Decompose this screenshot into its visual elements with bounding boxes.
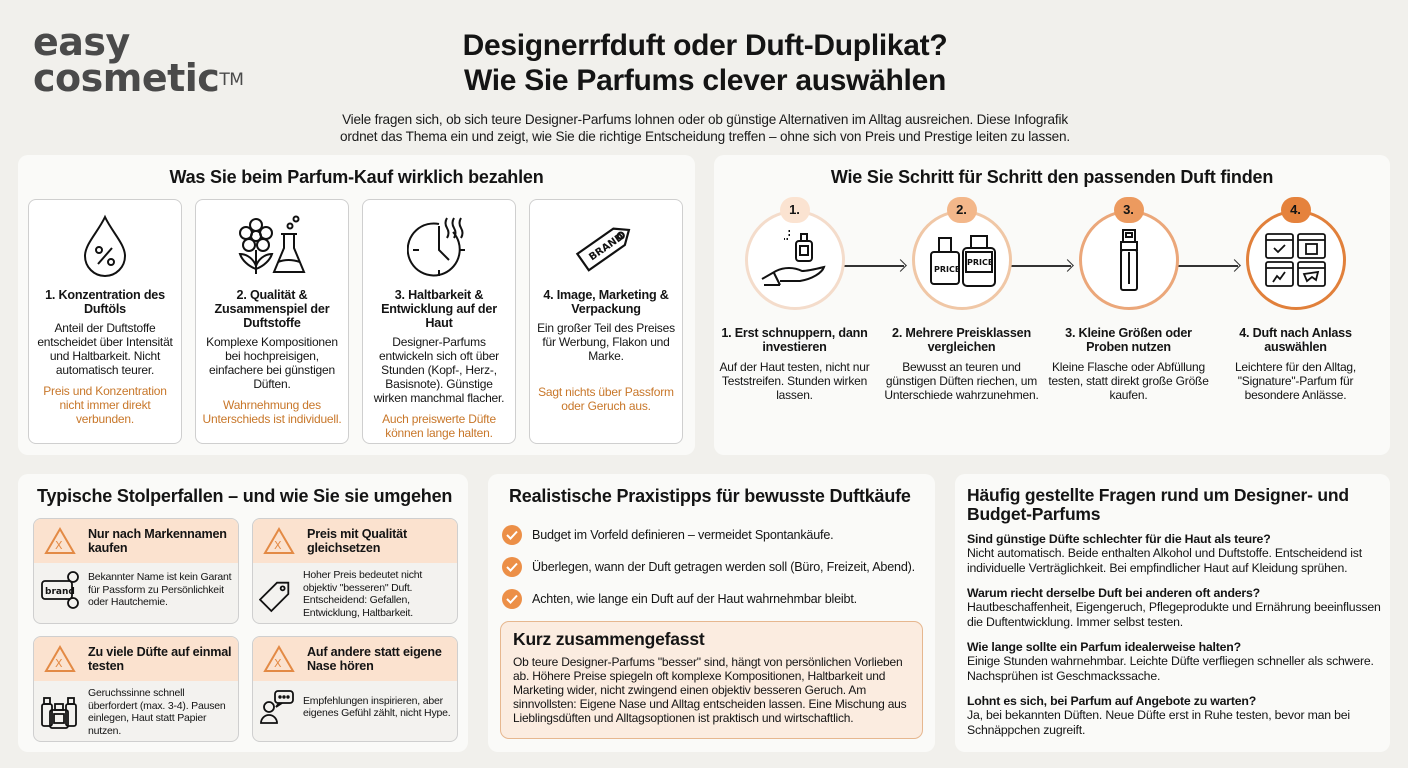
clock-scent-icon [369, 208, 509, 284]
summary-text: Ob teure Designer-Parfums "besser" sind, hängt von persönlichen Vorlieben ab. Höhere Preise spiegeln oft komplexe Kompositionen, Haltbarkeit und Marketing wider, nicht zwingend einen objektiv besseren Geruch. Am sinnvollsten: Eigene Nase und Alltag entscheiden lassen. Eine Mischung aus Lieblingsdüften und Alltagsoptionen ist praktisch und wirtschaftlich. [513, 655, 907, 725]
card-title: 1. Konzentration des Duftöls [45, 288, 165, 316]
page-title [330, 28, 1080, 98]
pitfalls-section [18, 474, 468, 752]
tips-section-title: Realistische Praxistipps für bewusste Duftkäufe [509, 486, 911, 506]
pitfall-title: Nur nach Markennamen kaufen [88, 527, 227, 555]
step-title: 2. Mehrere Preisklassen vergleichen [892, 326, 1031, 354]
tip-item [502, 519, 915, 551]
title-line-2: Wie Sie Parfums clever auswählen [463, 64, 947, 97]
faq-section-title: Häufig gestellte Fragen rund um Designer- und Budget-Parfums [967, 485, 1349, 524]
card-desc: Anteil der Duftstoffe entscheidet über Intensität und Haltbarkeit. Nicht automatisch teurer. [37, 321, 173, 377]
svg-text:X: X [274, 657, 282, 670]
pitfall-desc: Bekannter Name ist kein Garant für Passform zu Persönlichkeit oder Hautchemie. [88, 571, 232, 609]
calendar-occasions-icon [1264, 230, 1328, 290]
brand-logo [33, 20, 244, 100]
faq-item [967, 532, 1385, 575]
step-item [1213, 202, 1378, 402]
sample-vial-icon [1117, 228, 1141, 292]
faq-answer: Einige Stunden wahrnehmbar. Leichte Düfte verfliegen schneller als schwere. Nachsprühen ist Geschmackssache. [967, 654, 1374, 683]
steps-section-title: Wie Sie Schritt für Schritt den passenden Duft finden [830, 167, 1274, 187]
pitfall-desc: Empfehlungen inspirieren, aber eigenes Gefühl zählt, nicht Hype. [303, 694, 451, 719]
step-desc: Auf der Haut testen, nicht nur Teststreifen. Stunden wirken lassen. [719, 360, 870, 402]
faq-answer: Nicht automatisch. Beide enthalten Alkohol und Duftstoffe. Entscheidend ist individuelle Verträglichkeit. Bei empfindlicher Haut auf Kleidung sprühen. [967, 546, 1362, 575]
faq-answer: Hautbeschaffenheit, Eigengeruch, Pflegeprodukte und Ernährung beeinflussen die Duftentwicklung. Immer selbst testen. [967, 600, 1381, 629]
step-title: 3. Kleine Größen oder Proben nutzen [1065, 326, 1192, 354]
pitfall-desc: Geruchssinne schnell überfordert (max. 3-4). Pausen einlegen, Haut statt Papier nutzen. [88, 687, 226, 737]
step-desc: Kleine Flasche oder Abfüllung testen, statt direkt große Größe kaufen. [1048, 360, 1209, 402]
pitfall-desc: Hoher Preis bedeutet nicht objektiv "besseren" Duft. Entscheidend: Gefallen, Entwicklung, Haltbarkeit. [303, 569, 423, 619]
warning-icon [44, 527, 76, 555]
step-desc: Bewusst an teuren und günstigen Düften riechen, um Unterschiede wahrzunehmen. [884, 360, 1039, 402]
step-item [712, 202, 877, 402]
many-bottles-icon [40, 692, 80, 732]
faq-question: Sind günstige Düfte schlechter für die Haut als teure? [967, 532, 1271, 546]
cost-section-title: Was Sie beim Parfum-Kauf wirklich bezahlen [169, 167, 544, 187]
step-badge: 2. [947, 197, 977, 223]
tips-section [488, 474, 935, 752]
checkmark-icon [502, 525, 522, 545]
cost-card [195, 199, 349, 444]
brand-name-line2: cosmetic [33, 56, 220, 100]
pitfall-title: Auf andere statt eigene Nase hören [307, 645, 442, 673]
checkmark-icon [502, 589, 522, 609]
card-title: 2. Qualität & Zusammenspiel der Duftstoffe [214, 288, 330, 330]
title-line-1: Designerrfduft oder Duft-Duplikat? [462, 29, 948, 62]
pitfall-card [33, 636, 239, 742]
spray-hand-icon [760, 229, 830, 291]
page-header [330, 28, 1080, 145]
cost-card [362, 199, 516, 444]
step-item [1046, 202, 1211, 402]
svg-text:X: X [55, 657, 63, 670]
warning-icon [263, 527, 295, 555]
tip-text: Achten, wie lange ein Duft auf der Haut wahrnehmbar bleibt. [532, 592, 857, 606]
card-desc: Ein großer Teil des Preises für Werbung, Flakon und Marke. [537, 321, 675, 363]
tip-item [502, 551, 915, 583]
step-title: 1. Erst schnuppern, dann investieren [721, 326, 868, 354]
card-desc: Designer-Parfums entwickeln sich oft über Stunden (Kopf-, Herz-, Basisnote). Günstige wirken manchmal flacher. [373, 335, 505, 405]
pitfall-card [33, 518, 239, 624]
pitfall-title: Zu viele Düfte auf einmal testen [88, 645, 232, 673]
faq-section [955, 474, 1390, 752]
step-badge: 4. [1281, 197, 1311, 223]
steps-section [714, 155, 1390, 455]
tip-text: Überlegen, wann der Duft getragen werden soll (Büro, Freizeit, Abend). [532, 560, 915, 574]
faq-question: Wie lange sollte ein Parfum idealerweise halten? [967, 640, 1241, 654]
intro-text [330, 111, 1080, 145]
step-badge: 1. [780, 197, 810, 223]
card-note: Sagt nichts über Passform oder Geruch aus. [538, 385, 674, 413]
checkmark-icon [502, 557, 522, 577]
cost-section [18, 155, 695, 455]
brand-label-icon [40, 569, 80, 611]
summary-title: Kurz zusammengefasst [513, 629, 705, 649]
card-desc: Komplexe Kompositionen bei hochpreisigen, einfachere bei günstigen Düften. [206, 335, 338, 391]
faq-answer: Ja, bei bekannten Düften. Neue Düfte erst in Ruhe testen, bevor man bei Schnäppchen zugreift. [967, 708, 1350, 737]
warning-icon [44, 645, 76, 673]
pitfall-card [252, 518, 458, 624]
card-title: 3. Haltbarkeit & Entwicklung auf der Haut [381, 288, 497, 330]
intro-line-1: Viele fragen sich, ob sich teure Designer-Parfums lohnen oder ob günstige Alternativen im Alltag ausreichen. Diese Infografik [342, 112, 1068, 127]
card-title: 4. Image, Marketing & Verpackung [543, 288, 669, 316]
faq-question: Lohnt es sich, bei Parfum auf Angebote zu warten? [967, 694, 1256, 708]
flower-flask-icon [202, 208, 342, 284]
summary-box [500, 621, 923, 739]
price-tag-icon [259, 574, 295, 614]
tip-text: Budget im Vorfeld definieren – vermeidet Spontankäufe. [532, 528, 834, 542]
tip-item [502, 583, 915, 615]
drop-percent-icon [35, 208, 175, 284]
brand-tag-icon [536, 208, 676, 284]
trademark: TM [219, 70, 244, 90]
price-bottles-icon [927, 232, 997, 288]
faq-item [967, 586, 1385, 629]
person-speech-icon [259, 687, 295, 727]
faq-item [967, 694, 1385, 737]
pitfall-title: Preis mit Qualität gleichsetzen [307, 527, 407, 555]
pitfall-card [252, 636, 458, 742]
step-badge: 3. [1114, 197, 1144, 223]
svg-text:X: X [274, 539, 282, 552]
pitfalls-section-title: Typische Stolperfallen – und wie Sie sie umgehen [37, 486, 453, 506]
card-note: Preis und Konzentration nicht immer direkt verbunden. [43, 384, 167, 426]
svg-text:BRAND: BRAND [587, 231, 627, 264]
svg-text:PRICE: PRICE [933, 265, 960, 274]
step-item [879, 202, 1044, 402]
cost-card [28, 199, 182, 444]
cost-card [529, 199, 683, 444]
step-desc: Leichtere für den Alltag, "Signature"-Parfum für besondere Anlässe. [1234, 360, 1357, 402]
warning-icon [263, 645, 295, 673]
card-note: Wahrnehmung des Unterschieds ist individuell. [202, 398, 342, 426]
step-title: 4. Duft nach Anlass auswählen [1239, 326, 1352, 354]
faq-item [967, 640, 1385, 683]
faq-question: Warum riecht derselbe Duft bei anderen oft anders? [967, 586, 1260, 600]
svg-text:X: X [55, 539, 63, 552]
svg-text:brand: brand [45, 587, 75, 597]
card-note: Auch preiswerte Düfte können lange halten. [382, 412, 496, 440]
brand-name-line1: easy [33, 20, 130, 64]
intro-line-2: ordnet das Thema ein und zeigt, wie Sie die richtige Entscheidung treffen – ohne sich von Preis und Prestige leiten zu lassen. [340, 129, 1070, 144]
svg-text:PRICE: PRICE [966, 258, 993, 267]
